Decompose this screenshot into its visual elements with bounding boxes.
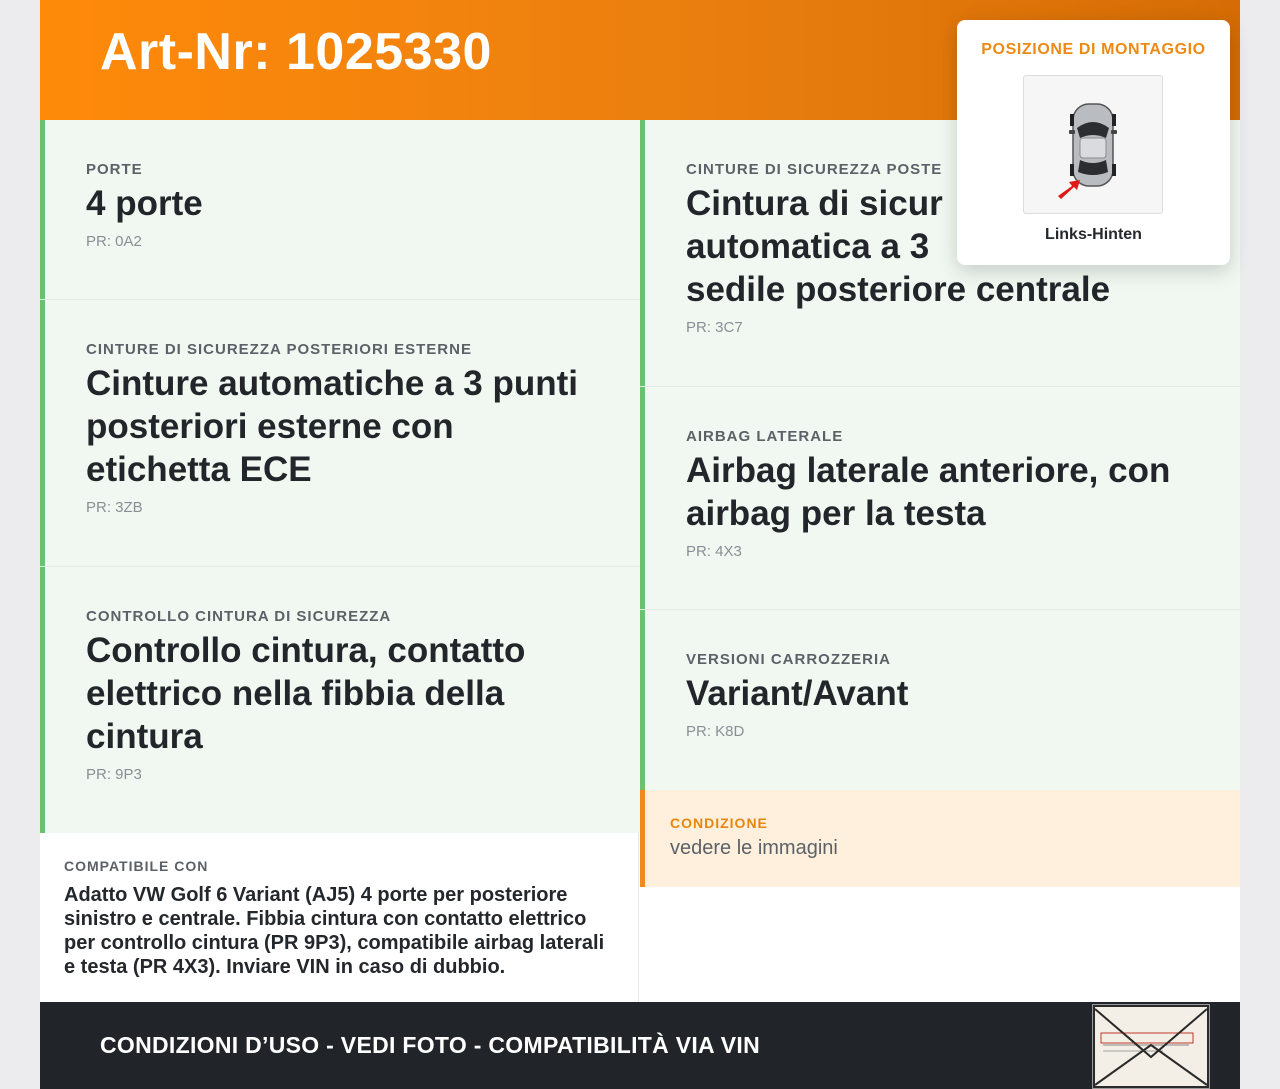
condition-label: CONDIZIONE: [670, 815, 768, 831]
spec-value-line: automatica a 3: [686, 227, 930, 266]
page-title: Art-Nr: 1025330: [100, 23, 492, 81]
footer-text: CONDIZIONI D’USO - VEDI FOTO - COMPATIBILITÀ VIA VIN: [100, 1032, 761, 1058]
spec-value: Cinture automatiche a 3 punti posteriori esterne con etichetta ECE: [86, 364, 578, 489]
spec-pr-code: PR: 9P3: [86, 766, 142, 783]
spec-card-rear-outer-belts: [40, 300, 640, 566]
envelope-icon: [1093, 1005, 1209, 1088]
spec-value-line: sedile posteriore centrale: [686, 270, 1111, 309]
document-thumbnail[interactable]: [1092, 1004, 1210, 1089]
spec-label: VERSIONI CARROZZERIA: [686, 651, 892, 668]
spec-card-body-version: [640, 610, 1240, 790]
spec-value: Variant/Avant: [686, 674, 909, 713]
spec-pr-code: PR: 0A2: [86, 233, 142, 250]
spec-pr-code: PR: 4X3: [686, 543, 742, 560]
spec-card-airbag: [640, 387, 1240, 609]
spec-value-line: Cintura di sicur: [686, 184, 943, 223]
spec-pr-code: PR: 3ZB: [86, 499, 143, 516]
compatibility-text: Adatto VW Golf 6 Variant (AJ5) 4 porte per posteriore sinistro e centrale. Fibbia cintura con contatto elettrico per controllo cintura (PR 9P3), compatibile airbag laterali e testa (PR 4X3). Inviare VIN in caso di dubbio.: [64, 884, 605, 978]
spec-label: CONTROLLO CINTURA DI SICUREZZA: [86, 608, 392, 625]
car-top-view-icon: [1024, 76, 1162, 213]
spec-card-belt-control: [40, 567, 640, 833]
popup-title: POSIZIONE DI MONTAGGIO: [981, 41, 1206, 58]
spec-label: PORTE: [86, 161, 143, 178]
mounting-position-image: [1023, 75, 1163, 214]
spec-value: 4 porte: [86, 184, 203, 223]
spec-value: Controllo cintura, contatto elettrico nella fibbia della cintura: [86, 631, 526, 756]
spec-label: CINTURE DI SICUREZZA POSTERIORI ESTERNE: [86, 341, 472, 358]
spec-value: Airbag laterale anteriore, con airbag per la testa: [686, 451, 1171, 533]
spec-pr-code: PR: K8D: [686, 723, 745, 740]
spec-label: AIRBAG LATERALE: [686, 428, 844, 445]
compatibility-label: COMPATIBILE CON: [64, 858, 209, 874]
compatibility-box: [40, 833, 639, 1002]
spec-label: CINTURE DI SICUREZZA POSTE: [686, 161, 943, 178]
condition-value: vedere le immagini: [670, 837, 838, 859]
footer-bar: [40, 1002, 1240, 1089]
spec-card-porte: [40, 120, 640, 299]
mounting-position-caption: Links-Hinten: [1045, 226, 1142, 243]
condition-box: [640, 790, 1240, 887]
spec-pr-code: PR: 3C7: [686, 319, 743, 336]
mounting-position-popup: [957, 20, 1230, 265]
